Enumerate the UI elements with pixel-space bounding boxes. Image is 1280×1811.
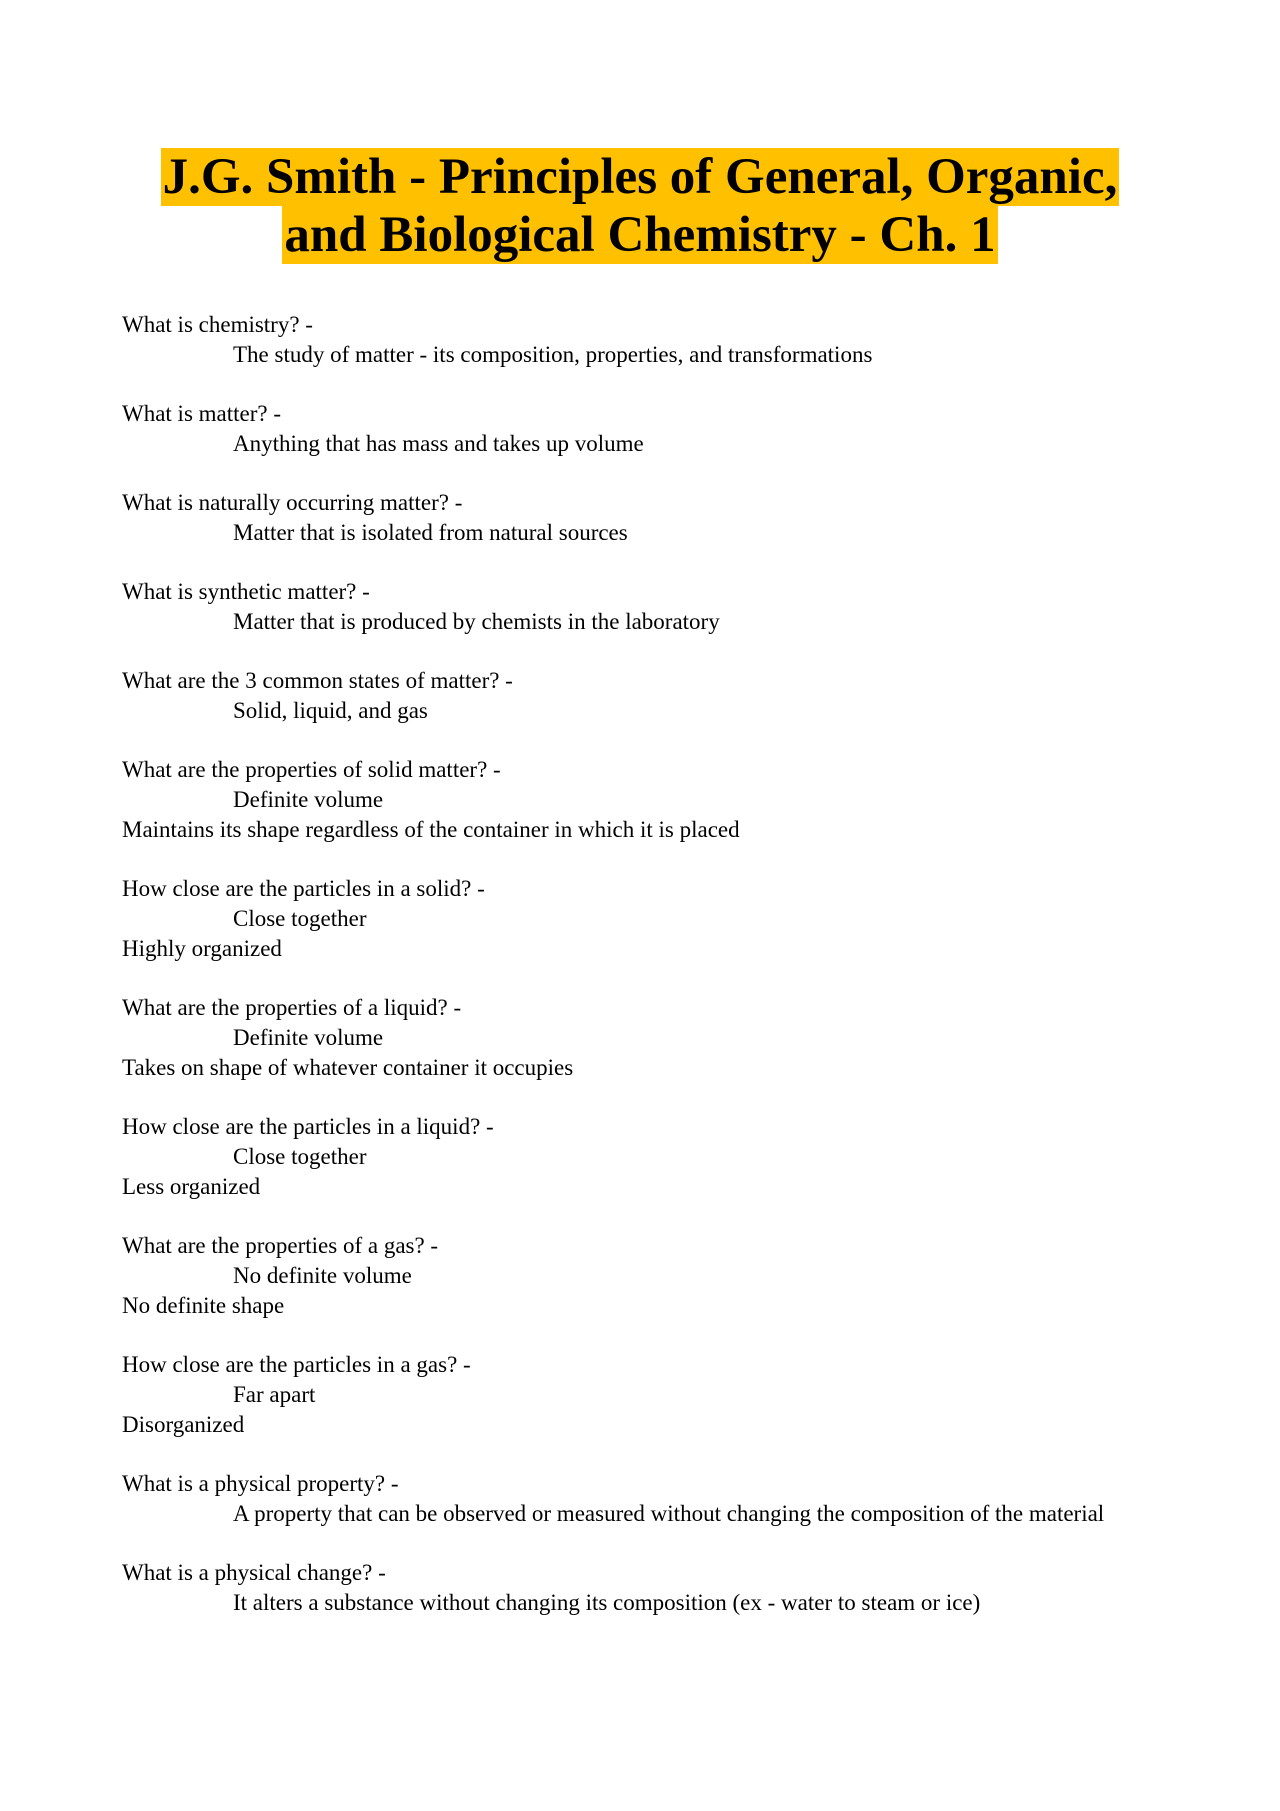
answer-text: Close together bbox=[233, 1144, 367, 1169]
question-text: How close are the particles in a liquid? - bbox=[122, 1114, 494, 1139]
qa-item bbox=[122, 874, 1162, 964]
answer-text: Anything that has mass and takes up volume bbox=[233, 431, 644, 456]
answer-text: No definite volume bbox=[233, 1263, 412, 1288]
answer-text: Definite volume bbox=[233, 787, 384, 812]
qa-item bbox=[122, 488, 1162, 548]
answer-text: A property that can be observed or measured without changing the composition of the material bbox=[233, 1501, 1105, 1526]
question-text: What is synthetic matter? - bbox=[122, 579, 370, 604]
question-text: What is chemistry? - bbox=[122, 312, 313, 337]
answer-continuation: Highly organized bbox=[122, 936, 282, 961]
question-text: What is a physical change? - bbox=[122, 1560, 386, 1585]
question-text: What is matter? - bbox=[122, 401, 282, 426]
qa-item bbox=[122, 1231, 1162, 1321]
document-title bbox=[0, 148, 1280, 264]
answer-text: Matter that is isolated from natural sources bbox=[233, 520, 628, 545]
title-line-1: J.G. Smith - Principles of General, Organic, bbox=[162, 149, 1118, 205]
answer-continuation: Disorganized bbox=[122, 1412, 245, 1437]
qa-item bbox=[122, 310, 1162, 370]
qa-item bbox=[122, 1350, 1162, 1440]
answer-continuation: Takes on shape of whatever container it occupies bbox=[122, 1055, 574, 1080]
answer-text: Close together bbox=[233, 906, 367, 931]
question-text: What is naturally occurring matter? - bbox=[122, 490, 463, 515]
question-text: How close are the particles in a gas? - bbox=[122, 1352, 471, 1377]
answer-continuation: Maintains its shape regardless of the container in which it is placed bbox=[122, 817, 740, 842]
qa-item bbox=[122, 666, 1162, 726]
question-text: What are the properties of a liquid? - bbox=[122, 995, 462, 1020]
question-text: How close are the particles in a solid? - bbox=[122, 876, 485, 901]
answer-continuation: Less organized bbox=[122, 1174, 261, 1199]
qa-item bbox=[122, 577, 1162, 637]
question-text: What is a physical property? - bbox=[122, 1471, 399, 1496]
answer-text: The study of matter - its composition, properties, and transformations bbox=[233, 342, 873, 367]
qa-item bbox=[122, 1558, 1162, 1618]
answer-text: It alters a substance without changing its composition (ex - water to steam or ice) bbox=[233, 1590, 981, 1615]
qa-item bbox=[122, 1469, 1162, 1529]
answer-text: Far apart bbox=[233, 1382, 316, 1407]
qa-list bbox=[122, 310, 1162, 1618]
question-text: What are the properties of a gas? - bbox=[122, 1233, 439, 1258]
question-text: What are the properties of solid matter? - bbox=[122, 757, 501, 782]
qa-item bbox=[122, 755, 1162, 845]
qa-item bbox=[122, 1112, 1162, 1202]
qa-item bbox=[122, 399, 1162, 459]
answer-text: Matter that is produced by chemists in the laboratory bbox=[233, 609, 720, 634]
title-line-2: and Biological Chemistry - Ch. 1 bbox=[284, 207, 996, 263]
answer-text: Solid, liquid, and gas bbox=[233, 698, 428, 723]
qa-item bbox=[122, 993, 1162, 1083]
answer-continuation: No definite shape bbox=[122, 1293, 285, 1318]
question-text: What are the 3 common states of matter? - bbox=[122, 668, 513, 693]
answer-text: Definite volume bbox=[233, 1025, 384, 1050]
